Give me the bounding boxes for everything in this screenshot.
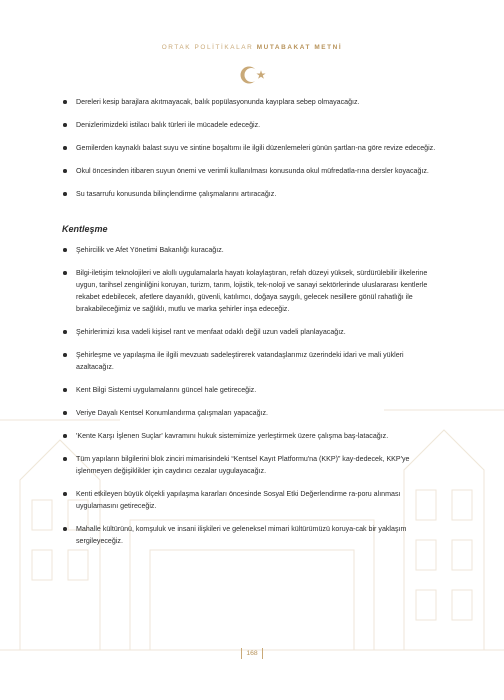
bullet-list-kentlesme [62, 244, 442, 547]
crescent-star-icon [236, 64, 268, 86]
main-content [62, 96, 442, 558]
page-number [0, 648, 504, 659]
list-item: Şehirleşme ve yapılaşma ile ilgili mevzuatı sadeleştirerek vatandaşlarımız üzerindeki idari ve mali yükleri azaltacağız. [62, 349, 442, 373]
list-item: Kent Bilgi Sistemi uygulamalarını güncel hale getireceğiz. [62, 384, 442, 396]
list-item: Bilgi-iletişim teknolojileri ve akıllı uygulamalarla hayatı kolaylaştıran, refah düzeyi yüksek, sürdürülebilir ilkelerine uygun, tarihsel zenginliğini koruyan, turizm, tarım, lojistik, tek-noloji ve sanayi sektörlerinde uluslararası kentlerle rekabet edebilecek, afetlere dayanıklı, güvenli, katılımcı, doğaya saygılı, gelecek nesillere gönül rahatlığı ile bırakabileceğimiz ve sağlıklı, mutlu ve marka şehirler inşa edeceğiz. [62, 267, 442, 315]
list-item: Gemilerden kaynaklı balast suyu ve sintine boşaltımı ile ilgili düzenlemeleri günün şartları-na göre revize edeceğiz. [62, 142, 442, 154]
section-title: Kentleşme [62, 224, 108, 234]
list-item: 'Kente Karşı İşlenen Suçlar' kavramını hukuk sistemimize yerleştirmek üzere çalışma baş-latacağız. [62, 430, 442, 442]
header-prefix: ORTAK POLİTİKALAR [161, 44, 257, 51]
header-emphasis: MUTABAKAT METNİ [256, 44, 343, 51]
list-item: Şehirlerimizi kısa vadeli kişisel rant ve menfaat odaklı değil uzun vadeli planlayacağız. [62, 326, 442, 338]
list-item: Mahalle kültürünü, komşuluk ve insani ilişkileri ve geleneksel mimari kültürümüzü koruya-cak bir yaklaşım sergileyeceğiz. [62, 523, 442, 547]
list-item: Okul öncesinden itibaren suyun önemi ve verimli kullanılması konusunda okul müfredatla-rına dersler koyacağız. [62, 165, 442, 177]
list-item: Denizlerimizdeki istilacı balık türleri ile mücadele edeceğiz. [62, 119, 442, 131]
running-header [0, 44, 504, 51]
list-item: Kenti etkileyen büyük ölçekli yapılaşma kararları öncesinde Sosyal Etki Değerlendirme ra-poru alınması uygulamasını getireceğiz. [62, 488, 442, 512]
page-number-value: 168 [241, 648, 262, 659]
list-item: Dereleri kesip barajlara akıtmayacak, balık popülasyonunda kayıplara sebep olmayacağız. [62, 96, 442, 108]
list-item: Veriye Dayalı Kentsel Konumlandırma çalışmaları yapacağız. [62, 407, 442, 419]
bullet-list-top [62, 96, 442, 200]
list-item: Şehircilik ve Afet Yönetimi Bakanlığı kuracağız. [62, 244, 442, 256]
list-item: Tüm yapıların bilgilerini blok zinciri mimarisindeki “Kentsel Kayıt Platformu'na (KKP)” kay-dedecek, KKP'ye işlenmeyen değişiklikler için caydırıcı cezalar uygulayacağız. [62, 453, 442, 477]
list-item: Su tasarrufu konusunda bilinçlendirme çalışmalarını artıracağız. [62, 188, 442, 200]
